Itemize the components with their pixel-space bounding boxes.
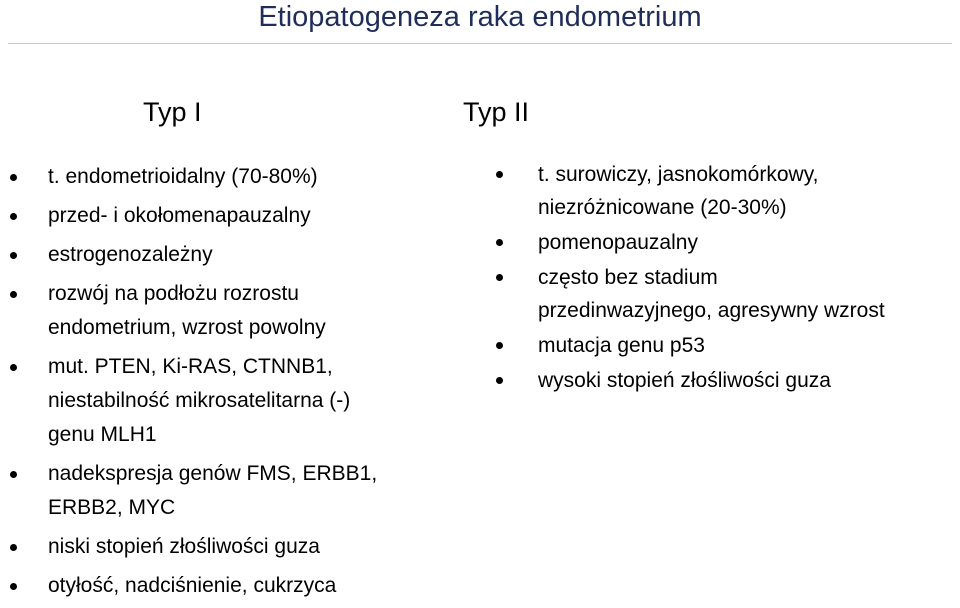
list-item [496,158,956,224]
list-item-text: t. surowiczy, jasnokomórkowy, niezróżnicowane (20-30%) [538,163,819,219]
list-item [10,238,430,272]
bullet-icon [496,239,503,246]
list-item [496,226,956,259]
list-item [10,569,430,603]
bullet-icon [10,471,17,478]
list-item [10,199,430,233]
bullet-icon [496,342,503,349]
list-item [10,350,430,452]
type-1-heading: Typ I [143,97,202,127]
list-item [496,329,956,362]
list-item [496,364,956,397]
list-item [10,457,430,525]
list-item-text: często bez stadium przedinwazyjnego, agresywny wzrost [538,266,885,322]
type-2-heading: Typ II [463,97,530,127]
list-item-text: mutacja genu p53 [538,334,705,357]
bullet-icon [10,544,17,551]
bullet-icon [10,174,17,181]
list-item-text: rozwój na podłożu rozrostu endometrium, wzrost powolny [48,282,326,339]
list-item-text: estrogenozależny [48,243,213,266]
bullet-icon [496,274,503,281]
type-2-list [496,158,956,399]
list-item-text: otyłość, nadciśnienie, cukrzyca [48,574,337,597]
title-divider [8,43,952,44]
bullet-icon [10,252,17,259]
list-item-text: wysoki stopień złośliwości guza [538,369,831,392]
bullet-icon [10,213,17,220]
list-item-text: t. endometrioidalny (70-80%) [48,165,318,188]
type-1-list [10,160,430,608]
bullet-icon [10,364,17,371]
list-item [10,530,430,564]
list-item-text: niski stopień złośliwości guza [48,535,320,558]
list-item-text: mut. PTEN, Ki-RAS, CTNNB1, niestabilność mikrosatelitarna (-) genu MLH1 [48,355,351,446]
bullet-icon [10,291,17,298]
list-item-text: nadekspresja genów FMS, ERBB1, ERBB2, MYC [48,462,378,519]
bullet-icon [10,583,17,590]
list-item [10,277,430,345]
list-item [10,160,430,194]
list-item [496,261,956,327]
bullet-icon [496,171,503,178]
bullet-icon [496,377,503,384]
list-item-text: pomenopauzalny [538,231,698,254]
slide-title: Etiopatogeneza raka endometrium [258,1,702,33]
list-item-text: przed- i okołomenapauzalny [48,204,311,227]
